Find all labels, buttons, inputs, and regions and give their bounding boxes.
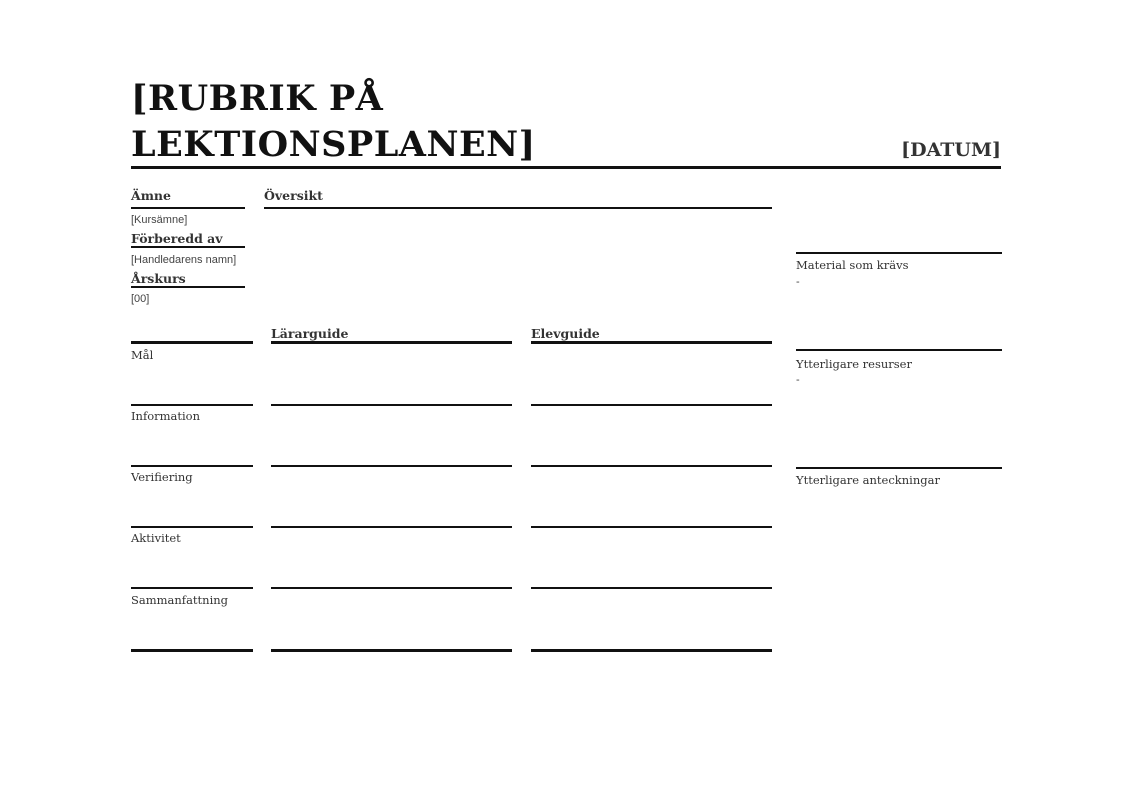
notes-content[interactable]: [796, 492, 1002, 642]
grade-value[interactable]: [00]: [131, 293, 150, 305]
teacher-row-rule: [271, 465, 512, 467]
notes-label: Ytterligare anteckningar: [796, 473, 940, 487]
row-bottom-rule: [131, 649, 253, 652]
row-label-activity: Aktivitet: [131, 531, 181, 545]
subject-value[interactable]: [Kursämne]: [131, 214, 188, 226]
resources-label: Ytterligare resurser: [796, 357, 912, 371]
prepared-by-value[interactable]: [Handledarens namn]: [131, 254, 237, 266]
materials-rule: [796, 252, 1002, 254]
row-label-top-rule: [131, 341, 253, 344]
teacher-bottom-rule: [271, 649, 512, 652]
row-label-information: Information: [131, 409, 201, 423]
student-guide-top-rule: [531, 341, 772, 344]
overview-rule: [264, 207, 772, 209]
subject-rule: [131, 207, 245, 209]
student-row-rule: [531, 465, 772, 467]
overview-label: Översikt: [264, 188, 323, 203]
notes-rule: [796, 467, 1002, 469]
student-row-rule: [531, 526, 772, 528]
row-label-summary: Sammanfattning: [131, 593, 229, 607]
teacher-row-rule: [271, 404, 512, 406]
materials-value[interactable]: -: [796, 276, 800, 288]
student-guide-cell[interactable]: [531, 346, 772, 402]
header-rule: [131, 166, 1001, 169]
row-rule: [131, 465, 253, 467]
student-row-rule: [531, 587, 772, 589]
teacher-row-rule: [271, 526, 512, 528]
teacher-guide-label: Lärarguide: [271, 326, 349, 341]
resources-rule: [796, 349, 1002, 351]
subject-label: Ämne: [131, 188, 171, 203]
grade-rule: [131, 286, 245, 288]
prepared-by-rule: [131, 246, 245, 248]
materials-label: Material som krävs: [796, 258, 909, 272]
prepared-by-label: Förberedd av: [131, 231, 223, 246]
row-label-verification: Verifiering: [131, 470, 193, 484]
student-guide-label: Elevguide: [531, 326, 600, 341]
teacher-guide-cell[interactable]: [271, 346, 512, 402]
grade-label: Årskurs: [131, 271, 186, 286]
row-rule: [131, 404, 253, 406]
overview-content[interactable]: [264, 212, 772, 312]
resources-value[interactable]: -: [796, 374, 800, 386]
teacher-guide-top-rule: [271, 341, 512, 344]
row-label-goal: Mål: [131, 348, 154, 362]
student-bottom-rule: [531, 649, 772, 652]
row-rule: [131, 526, 253, 528]
date-field[interactable]: [DATUM]: [901, 139, 1001, 161]
student-row-rule: [531, 404, 772, 406]
row-rule: [131, 587, 253, 589]
lesson-plan-title[interactable]: [RUBRIK PÅ LEKTIONSPLANEN]: [131, 78, 536, 165]
teacher-row-rule: [271, 587, 512, 589]
